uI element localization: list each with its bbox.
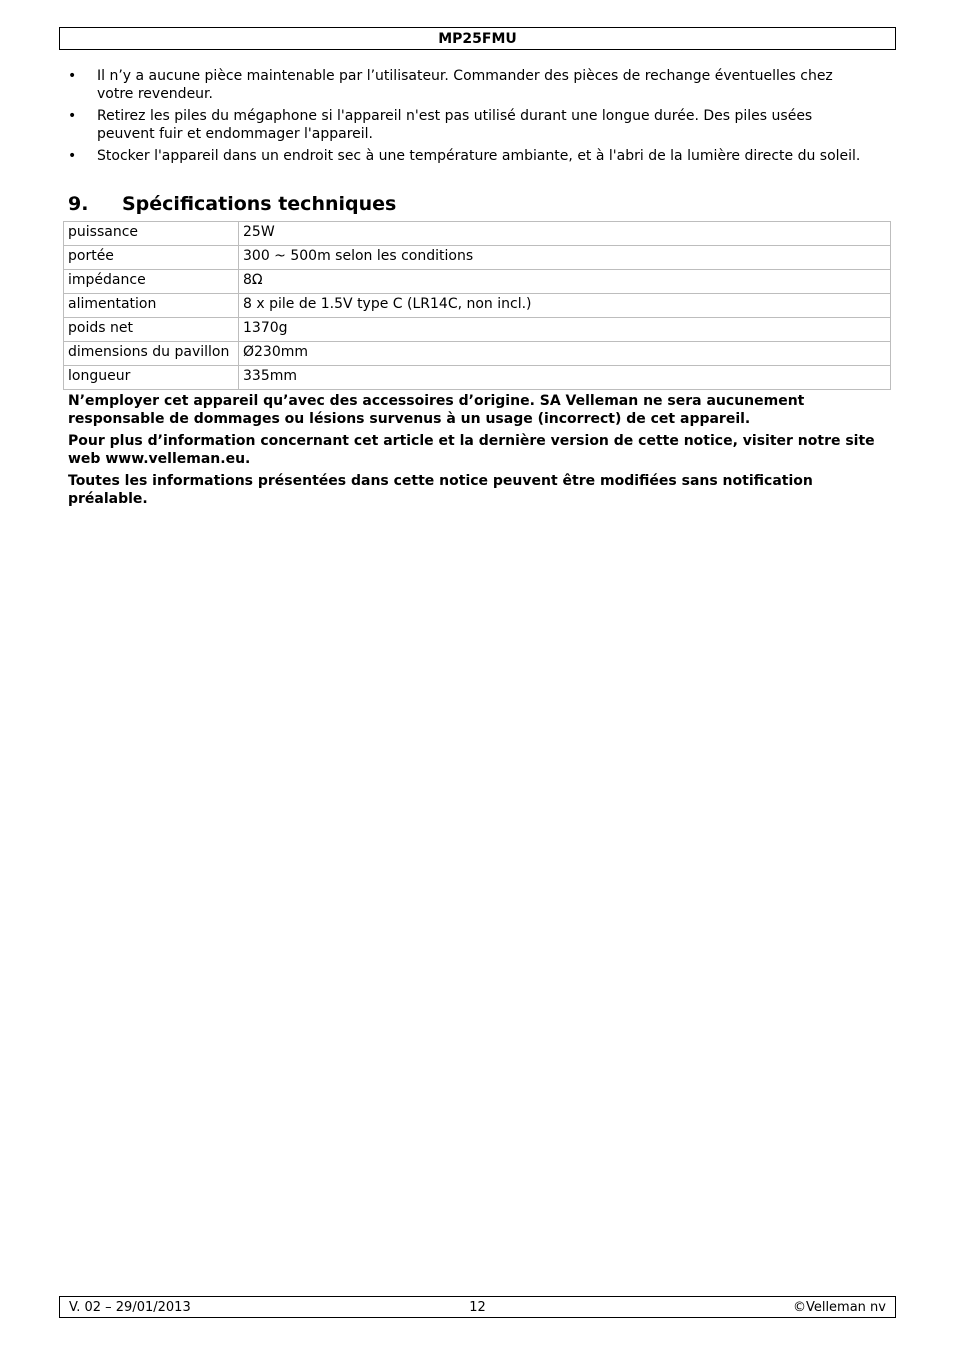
bullet-icon: •: [68, 148, 77, 164]
spec-key: alimentation: [64, 294, 239, 318]
spec-value: 8Ω: [239, 270, 891, 294]
change-notice: Toutes les informations présentées dans cette notice peuvent être modifiées sans notification préalable.: [68, 473, 813, 507]
spec-key: longueur: [64, 366, 239, 390]
spec-key: portée: [64, 246, 239, 270]
spec-value: Ø230mm: [239, 342, 891, 366]
list-item-text: Stocker l'appareil dans un endroit sec à une température ambiante, et à l'abri de la lumière directe du soleil.: [97, 148, 861, 164]
disclaimer-note: N’employer cet appareil qu’avec des accessoires d’origine. SA Velleman ne sera aucunement responsable de dommages ou lésions survenus à un usage (incorrect) de cet appareil.: [68, 393, 805, 427]
table-row: [64, 222, 891, 246]
spec-key: poids net: [64, 318, 239, 342]
spec-value: 8 x pile de 1.5V type C (LR14C, non incl.): [239, 294, 891, 318]
list-item: [68, 147, 868, 165]
spec-key: dimensions du pavillon: [64, 342, 239, 366]
spec-value: 300 ~ 500m selon les conditions: [239, 246, 891, 270]
website-note: Pour plus d’information concernant cet article et la dernière version de cette notice, visiter notre site web www.velleman.eu.: [68, 433, 875, 467]
specs-table: [63, 221, 891, 390]
table-row: [64, 318, 891, 342]
spec-value: 1370g: [239, 318, 891, 342]
bullet-icon: •: [68, 68, 77, 84]
section-heading: [68, 192, 396, 216]
page-header: [59, 27, 896, 50]
section-title: Spécifications techniques: [122, 193, 397, 215]
list-item-text: Il n’y a aucune pièce maintenable par l’utilisateur. Commander des pièces de rechange éventuelles chez votre revendeur.: [97, 68, 833, 102]
model-name: MP25FMU: [438, 31, 517, 47]
bullet-icon: •: [68, 108, 77, 124]
page-number: 12: [469, 1300, 486, 1315]
list-item-text: Retirez les piles du mégaphone si l'appareil n'est pas utilisé durant une longue durée. Des piles usées peuvent fuir et endommager l'appareil.: [97, 108, 813, 142]
page-footer: [59, 1296, 896, 1318]
list-item: [68, 67, 868, 103]
section-number: 9.: [68, 193, 89, 215]
spec-value: 335mm: [239, 366, 891, 390]
spec-value: 25W: [239, 222, 891, 246]
table-row: [64, 246, 891, 270]
table-row: [64, 342, 891, 366]
maintenance-list: [68, 67, 868, 169]
table-row: [64, 366, 891, 390]
table-row: [64, 270, 891, 294]
spec-key: puissance: [64, 222, 239, 246]
list-item: [68, 107, 868, 143]
version-label: V. 02 – 29/01/2013: [69, 1300, 191, 1315]
notes-block: [68, 392, 888, 512]
spec-key: impédance: [64, 270, 239, 294]
copyright-label: ©Velleman nv: [792, 1300, 886, 1315]
table-row: [64, 294, 891, 318]
